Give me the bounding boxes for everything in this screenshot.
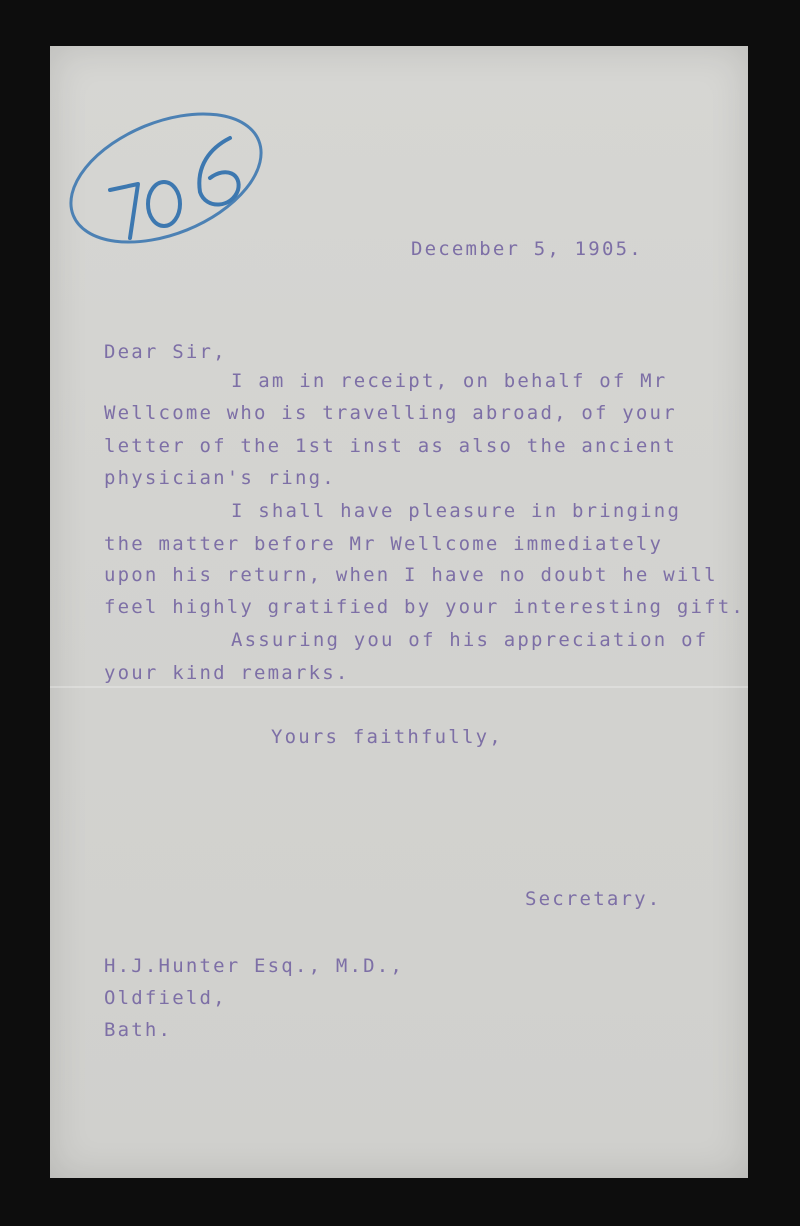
body-line-7: upon his return, when I have no doubt he will: [104, 564, 718, 586]
address-line-3: Bath.: [104, 1019, 173, 1041]
signature-title: Secretary.: [525, 888, 662, 910]
salutation: Dear Sir,: [104, 341, 227, 363]
body-line-10: your kind remarks.: [104, 662, 350, 684]
body-line-9: Assuring you of his appreciation of: [231, 629, 709, 651]
paper-fold-line: [50, 686, 748, 688]
stamp-number-text: [108, 140, 110, 141]
body-line-1: I am in receipt, on behalf of Mr: [231, 370, 668, 392]
body-line-3: letter of the 1st inst as also the ancient: [104, 435, 677, 457]
body-line-8: feel highly gratified by your interesting gift.: [104, 596, 746, 618]
address-line-1: H.J.Hunter Esq., M.D.,: [104, 955, 405, 977]
body-line-2: Wellcome who is travelling abroad, of your: [104, 402, 677, 424]
body-line-4: physician's ring.: [104, 467, 336, 489]
letter-date: December 5, 1905.: [411, 238, 643, 260]
body-line-6: the matter before Mr Wellcome immediately: [104, 533, 664, 555]
archive-number-stamp: [60, 104, 272, 254]
address-line-2: Oldfield,: [104, 987, 227, 1009]
body-line-5: I shall have pleasure in bringing: [231, 500, 682, 522]
closing: Yours faithfully,: [271, 726, 503, 748]
